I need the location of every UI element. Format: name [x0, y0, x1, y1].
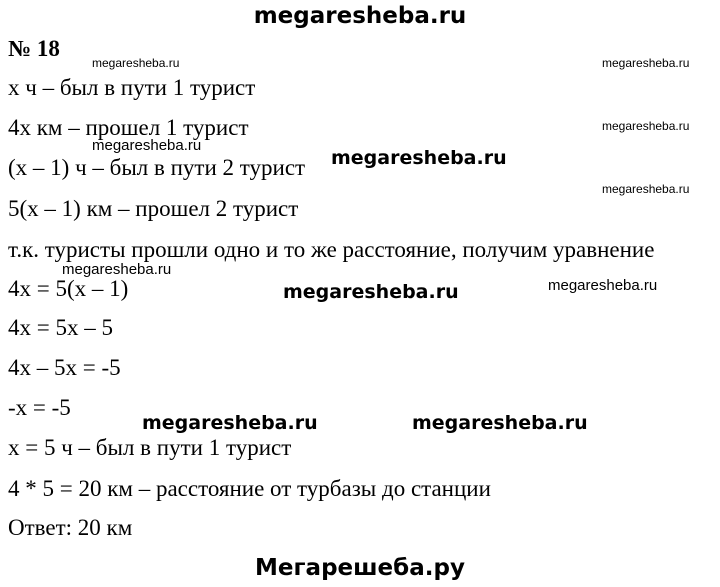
- answer-line: Ответ: 20 км: [8, 515, 133, 540]
- watermark-small: megaresheba.ru: [548, 277, 658, 294]
- solution-line: -х = -5: [8, 395, 71, 420]
- solution-line: 4х = 5х – 5: [8, 315, 113, 340]
- watermark-big: megaresheba.ru: [412, 412, 588, 434]
- solution-line: 4х – 5х = -5: [8, 355, 121, 380]
- watermark-big: megaresheba.ru: [283, 281, 459, 303]
- solution-line: 4 * 5 = 20 км – расстояние от турбазы до станции: [8, 476, 491, 501]
- watermark-big: megaresheba.ru: [142, 412, 318, 434]
- watermark-small: megaresheba.ru: [92, 56, 180, 70]
- watermark-small: megaresheba.ru: [602, 56, 690, 70]
- solution-line: х ч – был в пути 1 турист: [8, 75, 256, 100]
- watermark-small: megaresheba.ru: [602, 119, 690, 133]
- site-footer-brand: Мегарешеба.ру: [255, 555, 465, 581]
- watermark-big: megaresheba.ru: [331, 147, 507, 169]
- solution-line: 5(х – 1) км – прошел 2 турист: [8, 196, 299, 221]
- solution-line: (х – 1) ч – был в пути 2 турист: [8, 155, 306, 180]
- solution-line: х = 5 ч – был в пути 1 турист: [8, 435, 292, 460]
- watermark-small: megaresheba.ru: [92, 137, 202, 154]
- watermark-small: megaresheba.ru: [602, 182, 690, 196]
- site-header: megaresheba.ru: [253, 3, 467, 29]
- solution-line: 4х км – прошел 1 турист: [8, 115, 249, 140]
- solution-line: т.к. туристы прошли одно и то же расстояние, получим уравнение: [8, 237, 655, 262]
- solution-line: 4х = 5(х – 1): [8, 276, 129, 301]
- watermark-small: megaresheba.ru: [62, 261, 172, 278]
- problem-number: № 18: [8, 36, 60, 61]
